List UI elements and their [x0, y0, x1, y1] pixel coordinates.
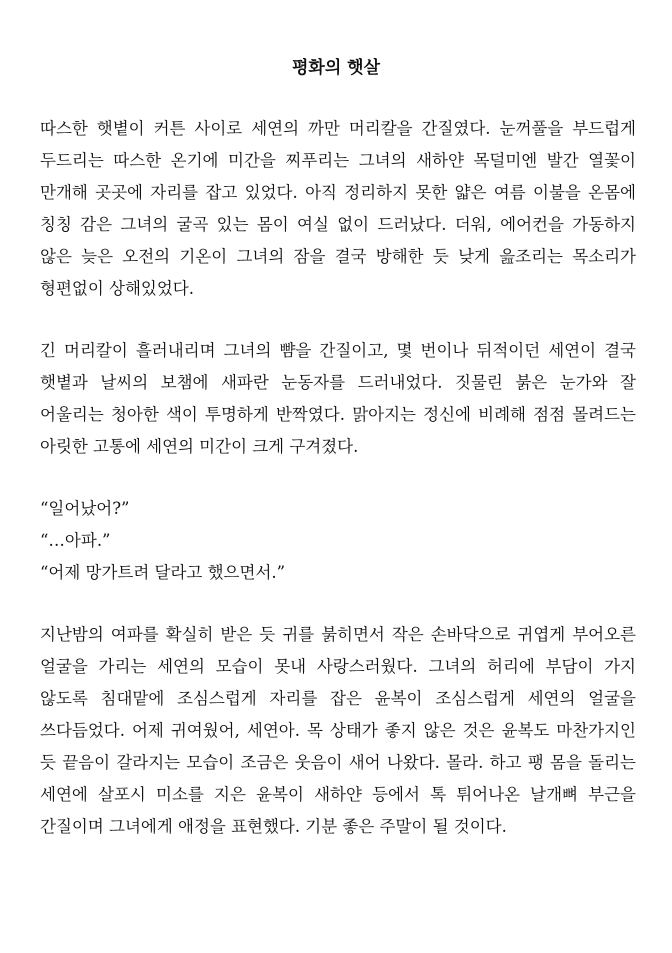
document-body	[40, 113, 636, 873]
document-title: 평화의 햇살	[291, 58, 381, 78]
paragraph-closing: 지난밤의 여파를 확실히 받은 듯 귀를 붉히면서 작은 손바닥으로 귀엽게 부어오른 얼굴을 가리는 세연의 모습이 못내 사랑스러웠다. 그녀의 허리에 부담이 가지 않도록 침대맡에 조심스럽게 자리를 잡은 윤복이 조심스럽게 세연의 얼굴을 쓰다듬었다. 어제 귀여웠어, 세연아. 목 상태가 좋지 않은 것은 윤복도 마찬가지인 듯 끝음이 갈라지는 모습이 조금은 웃음이 새어 나왔다. 몰라. 하고 팽 몸을 돌리는 세연에 살포시 미소를 지은 윤복이 새하얀 등에서 톡 튀어나온 날개뼈 부근을 간질이며 그녀에게 애정을 표현했다. 기분 좋은 주말이 될 것이다.	[40, 625, 636, 836]
dialogue-line-2: “…아파.”	[40, 531, 111, 550]
dialogue-line-1: “일어났어?”	[40, 499, 130, 518]
paragraph-2: 긴 머리칼이 흘러내리며 그녀의 뺨을 간질이고, 몇 번이나 뒤적이던 세연이 결국 햇볕과 날씨의 보챔에 새파란 눈동자를 드러내었다. 짓물린 붉은 눈가와 잘 어울리는 청아한 색이 투명하게 반짝였다. 맑아지는 정신에 비례해 점점 몰려드는 아릿한 고통에 세연의 미간이 크게 구겨졌다.	[40, 341, 636, 456]
paragraph-1: 따스한 햇볕이 커튼 사이로 세연의 까만 머리칼을 간질였다. 눈꺼풀을 부드럽게 두드리는 따스한 온기에 미간을 찌푸리는 그녀의 새하얀 목덜미엔 발간 열꽃이 만개해 곳곳에 자리를 잡고 있었다. 아직 정리하지 못한 얇은 여름 이불을 온몸에 칭칭 감은 그녀의 굴곡 있는 몸이 여실 없이 드러났다. 더워, 에어컨을 가동하지 않은 늦은 오전의 기온이 그녀의 잠을 결국 방해한 듯 낮게 읊조리는 목소리가 형편없이 상해있었다.	[40, 119, 636, 298]
dialogue-line-3: “어제 망가트려 달라고 했으면서.”	[40, 563, 286, 582]
dialogue-block	[40, 493, 636, 589]
